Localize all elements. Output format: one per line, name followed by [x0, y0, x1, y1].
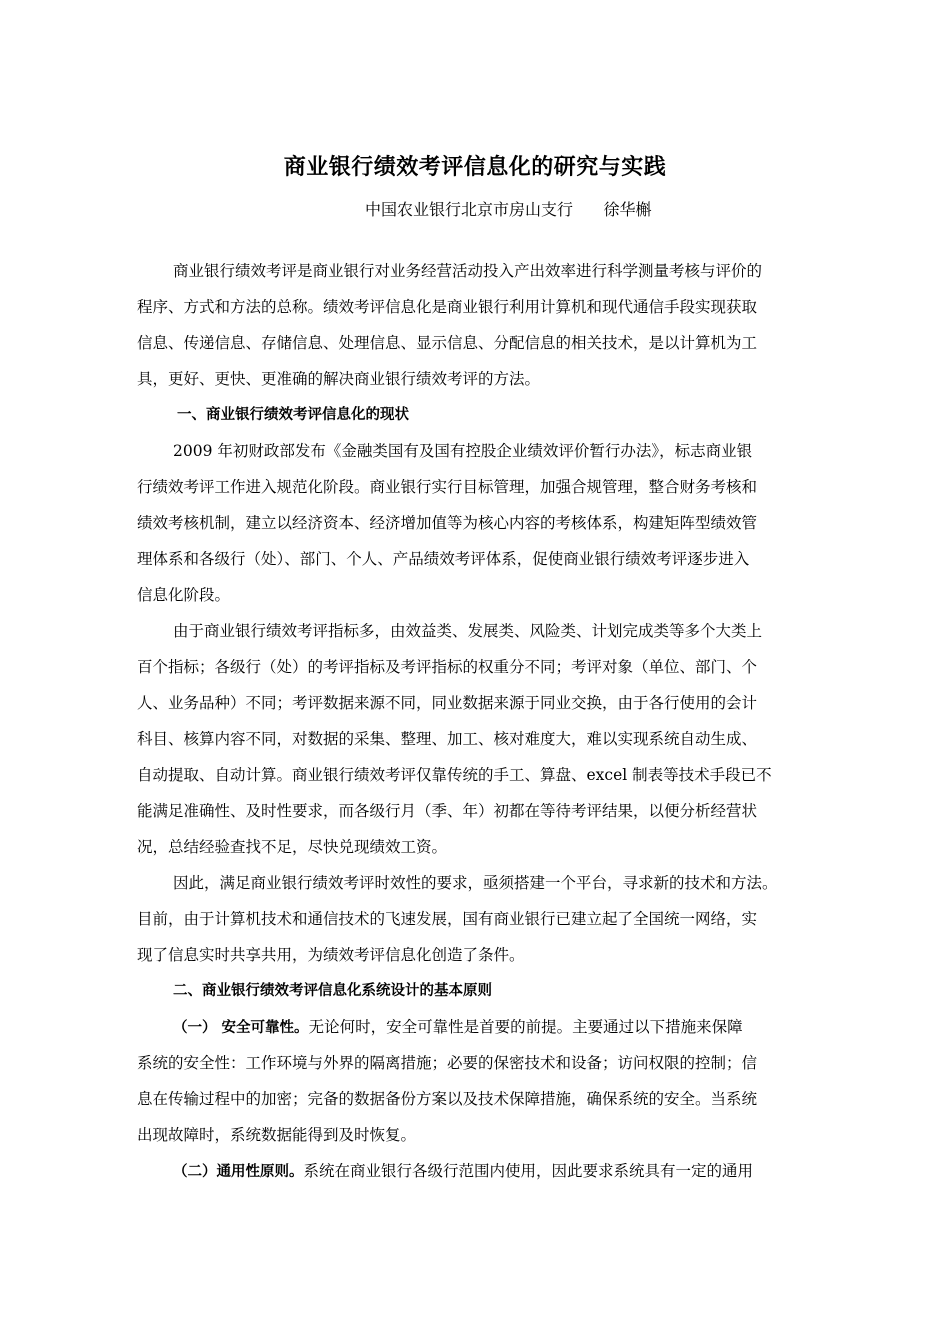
paragraph-line: 人、业务品种）不同；考评数据来源不同，同业数据来源于同业交换，由于各行使用的会计 — [137, 694, 758, 712]
paragraph-first-line: 2009 年初财政部发布《金融类国有及国有控股企业绩效评价暂行办法》，标志商业银 — [173, 442, 753, 460]
paragraph-line: 能满足准确性、及时性要求，而各级行月（季、年）初都在等待考评结果，以便分析经营状 — [137, 802, 758, 820]
paragraph-line: 目前，由于计算机技术和通信技术的飞速发展，国有商业银行已建立起了全国统一网络，实 — [137, 910, 758, 928]
subsection-text: 系统在商业银行各级行范围内使用，因此要求系统具有一定的通用 — [303, 1162, 754, 1180]
paragraph-line: 息在传输过程中的加密；完备的数据备份方案以及技术保障措施，确保系统的安全。当系统 — [137, 1090, 758, 1108]
paragraph-line: 科目、核算内容不同，对数据的采集、整理、加工、核对难度大，难以实现系统自动生成、 — [137, 730, 758, 748]
paragraph-line: 行绩效考评工作进入规范化阶段。商业银行实行目标管理，加强合规管理，整合财务考核和 — [137, 478, 758, 496]
subsection-first-line — [137, 1009, 817, 1045]
paragraph-line: 系统的安全性：工作环境与外界的隔离措施；必要的保密技术和设备；访问权限的控制；信 — [137, 1054, 758, 1072]
paragraph-line: 况，总结经验查找不足，尽快兑现绩效工资。 — [137, 838, 448, 856]
author-byline: 中国农业银行北京市房山支行 徐华槲 — [365, 200, 652, 219]
paragraph-first-line: 由于商业银行绩效考评指标多，由效益类、发展类、风险类、计划完成类等多个大类上 — [173, 622, 763, 640]
subsection-first-line — [137, 1153, 817, 1189]
document-title: 商业银行绩效考评信息化的研究与实践 — [283, 155, 667, 180]
subsection-text: 无论何时，安全可靠性是首要的前提。主要通过以下措施来保障 — [308, 1018, 743, 1036]
section-heading: 二、商业银行绩效考评信息化系统设计的基本原则 — [173, 983, 492, 999]
paragraph-first-line: 商业银行绩效考评是商业银行对业务经营活动投入产出效率进行科学测量考核与评价的 — [173, 262, 763, 280]
paragraph-line: 自动提取、自动计算。商业银行绩效考评仅靠传统的手工、算盘、excel 制表等技术手段已不 — [137, 766, 772, 784]
paragraph-line: 信息化阶段。 — [137, 586, 231, 604]
paragraph-line: 绩效考核机制，建立以经济资本、经济增加值等为核心内容的考核体系，构建矩阵型绩效管 — [137, 514, 758, 532]
subsection-label: （一） 安全可靠性。 — [173, 1020, 309, 1036]
paragraph-line: 出现故障时，系统数据能得到及时恢复。 — [137, 1126, 417, 1144]
paragraph-line: 百个指标；各级行（处）的考评指标及考评指标的权重分不同；考评对象（单位、部门、个 — [137, 658, 758, 676]
paragraph-line: 信息、传递信息、存储信息、处理信息、显示信息、分配信息的相关技术，是以计算机为工 — [137, 334, 758, 352]
paragraph-line: 具，更好、更快、更准确的解决商业银行绩效考评的方法。 — [137, 370, 541, 388]
section-heading: 一、商业银行绩效考评信息化的现状 — [177, 407, 409, 423]
paragraph-line: 理体系和各级行（处）、部门、个人、产品绩效考评体系，促使商业银行绩效考评逐步进入 — [137, 550, 750, 568]
paragraph-line: 现了信息实时共享共用，为绩效考评信息化创造了条件。 — [137, 946, 525, 964]
document-body — [137, 253, 817, 1189]
subsection-label: （二）通用性原则。 — [173, 1164, 304, 1180]
paragraph-line: 程序、方式和方法的总称。绩效考评信息化是商业银行利用计算机和现代通信手段实现获取 — [137, 298, 758, 316]
paragraph-first-line: 因此，满足商业银行绩效考评时效性的要求，亟须搭建一个平台，寻求新的技术和方法。 — [173, 874, 778, 892]
